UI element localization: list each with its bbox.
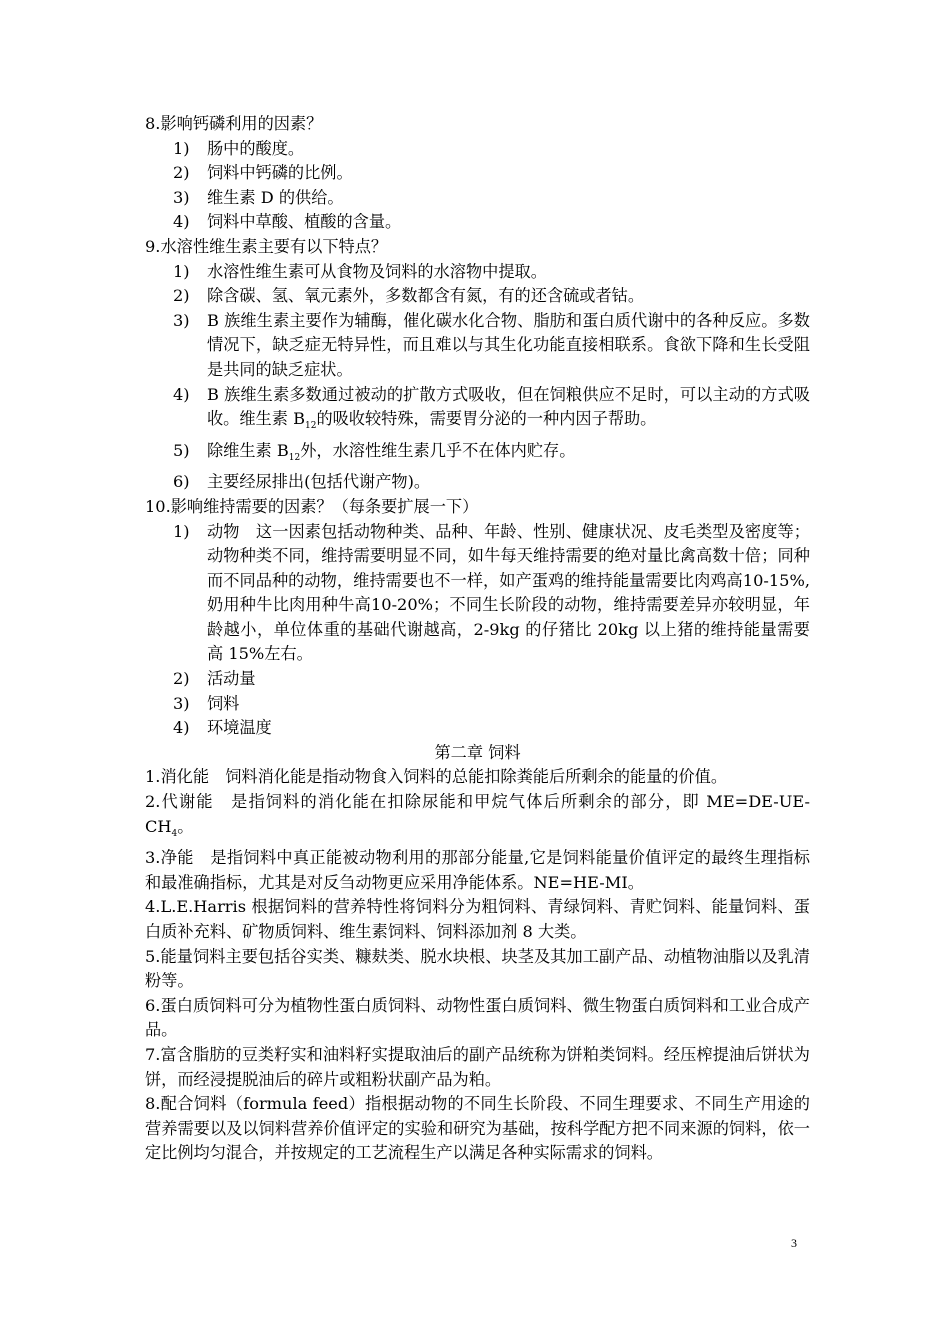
item-number: 4) bbox=[173, 212, 190, 232]
item-text: 饲料 bbox=[207, 693, 240, 713]
item-number: 1) bbox=[173, 138, 190, 158]
item-number: 4) bbox=[173, 718, 190, 738]
subscript: 12 bbox=[288, 452, 301, 463]
item-text: 饲料中草酸、植酸的含量。 bbox=[207, 212, 402, 232]
list-item bbox=[145, 692, 810, 717]
item-number: 1) bbox=[173, 261, 190, 281]
list-item bbox=[145, 470, 810, 495]
item-number: 5) bbox=[173, 440, 190, 460]
item-text bbox=[207, 439, 810, 471]
item-text bbox=[207, 383, 810, 439]
list-item bbox=[145, 520, 810, 668]
list-item bbox=[145, 383, 810, 439]
text-segment: 2.代谢能 是指饲料的消化能在扣除尿能和甲烷气体后所剩余的部分，即 ME=DE-UE-CH bbox=[145, 792, 810, 836]
paragraph: 1.消化能 饲料消化能是指动物食入饲料的总能扣除粪能后所剩余的能量的价值。 bbox=[145, 767, 728, 787]
item-text: 维生素 D 的供给。 bbox=[207, 187, 344, 207]
paragraph: 4.L.E.Harris 根据饲料的营养特性将饲料分为粗饲料、青绿饲料、青贮饲料、能量饲料、蛋白质补充料、矿物质饲料、维生素饲料、饲料添加剂 8 大类。 bbox=[145, 897, 810, 941]
list-item bbox=[145, 284, 810, 309]
item-number: 1) bbox=[173, 521, 190, 541]
page-number: 3 bbox=[791, 1236, 797, 1250]
text-segment: 外，水溶性维生素几乎不在体内贮存。 bbox=[300, 440, 576, 460]
text-segment: 的吸收较特殊，需要胃分泌的一种内因子帮助。 bbox=[316, 409, 657, 429]
question-10-title: 10.影响维持需要的因素？（每条要扩展一下） bbox=[145, 496, 479, 516]
item-number: 3) bbox=[173, 187, 190, 207]
paragraph: 7.富含脂肪的豆类籽实和油料籽实提取油后的副产品统称为饼粕类饲料。经压榨提油后饼状为饼，而经浸提脱油后的碎片或粗粉状副产品为粕。 bbox=[145, 1044, 810, 1089]
list-item bbox=[145, 137, 810, 162]
paragraph: 3.净能 是指饲料中真正能被动物利用的那部分能量,它是饲料能量价值评定的最终生理指标和最准确指标，尤其是对反刍动物更应采用净能体系。NE=HE-MI。 bbox=[145, 848, 810, 892]
item-text: 肠中的酸度。 bbox=[207, 138, 305, 158]
document-page bbox=[145, 112, 810, 1166]
subscript: 4 bbox=[171, 828, 178, 839]
item-number: 2) bbox=[173, 286, 190, 306]
item-text: B 族维生素主要作为辅酶，催化碳水化合物、脂肪和蛋白质代谢中的各种反应。多数情况下，缺乏症无特异性，而且难以与其生化功能直接相联系。食欲下降和生长受阻是共同的缺乏症状。 bbox=[207, 310, 810, 379]
item-text: 动物 这一因素包括动物种类、品种、年龄、性别、健康状况、皮毛类型及密度等；动物种类不同，维持需要明显不同，如牛每天维持需要的绝对量比禽高数十倍；同种而不同品种的动物，维持需要也不一样，如产蛋鸡的维持能量需要比肉鸡高10-15%,奶用种牛比肉用种牛高10-20%；不同生长阶段的动物，维持需要差异亦较明显，年龄越小，单位体重的基础代谢越高，2-9kg 的仔猪比 20kg 以上猪的维持能量需要高 15%左右。 bbox=[207, 521, 810, 664]
paragraph: 5.能量饲料主要包括谷实类、糠麸类、脱水块根、块茎及其加工副产品、动植物油脂以及乳清粉等。 bbox=[145, 946, 810, 991]
item-text: 水溶性维生素可从食物及饲料的水溶物中提取。 bbox=[207, 261, 547, 281]
paragraph: 6.蛋白质饲料可分为植物性蛋白质饲料、动物性蛋白质饲料、微生物蛋白质饲料和工业合成产品。 bbox=[145, 995, 810, 1040]
item-text: 饲料中钙磷的比例。 bbox=[207, 163, 353, 183]
list-item bbox=[145, 309, 810, 383]
paragraph: 8.配合饲料（formula feed）指根据动物的不同生长阶段、不同生理要求、不同生产用途的营养需要以及以饲料营养价值评定的实验和研究为基础，按科学配方把不同来源的饲料，依一定比例均匀混合，并按规定的工艺流程生产以满足各种实际需求的饲料。 bbox=[145, 1094, 810, 1163]
list-item bbox=[145, 260, 810, 285]
paragraph bbox=[145, 790, 810, 846]
item-text: 主要经尿排出(包括代谢产物)。 bbox=[207, 472, 431, 492]
subscript: 12 bbox=[304, 421, 317, 432]
question-8-title: 8.影响钙磷利用的因素？ bbox=[145, 114, 323, 133]
chapter-title: 第二章 饲料 bbox=[434, 742, 521, 762]
item-number: 3) bbox=[173, 310, 190, 330]
item-text: 环境温度 bbox=[207, 718, 272, 738]
item-number: 3) bbox=[173, 693, 190, 713]
item-number: 2) bbox=[173, 669, 190, 689]
list-item bbox=[145, 186, 810, 211]
list-item bbox=[145, 161, 810, 186]
item-number: 2) bbox=[173, 163, 190, 183]
item-text: 活动量 bbox=[207, 669, 256, 689]
text-segment: 除维生素 B bbox=[207, 440, 289, 460]
text-segment: B 族维生素多数通过被动的扩散方式吸收，但在饲粮供应不足时，可以主动的方式吸收。维生素 B bbox=[207, 384, 810, 429]
item-number: 6) bbox=[173, 472, 190, 492]
list-item bbox=[145, 716, 810, 741]
list-item bbox=[145, 667, 810, 692]
item-number: 4) bbox=[173, 384, 190, 404]
list-item bbox=[145, 210, 810, 235]
question-9-title: 9.水溶性维生素主要有以下特点？ bbox=[145, 236, 388, 256]
item-text: 除含碳、氢、氧元素外，多数都含有氮，有的还含硫或者钴。 bbox=[207, 286, 645, 306]
text-segment: 。 bbox=[177, 816, 194, 836]
list-item bbox=[145, 439, 810, 471]
